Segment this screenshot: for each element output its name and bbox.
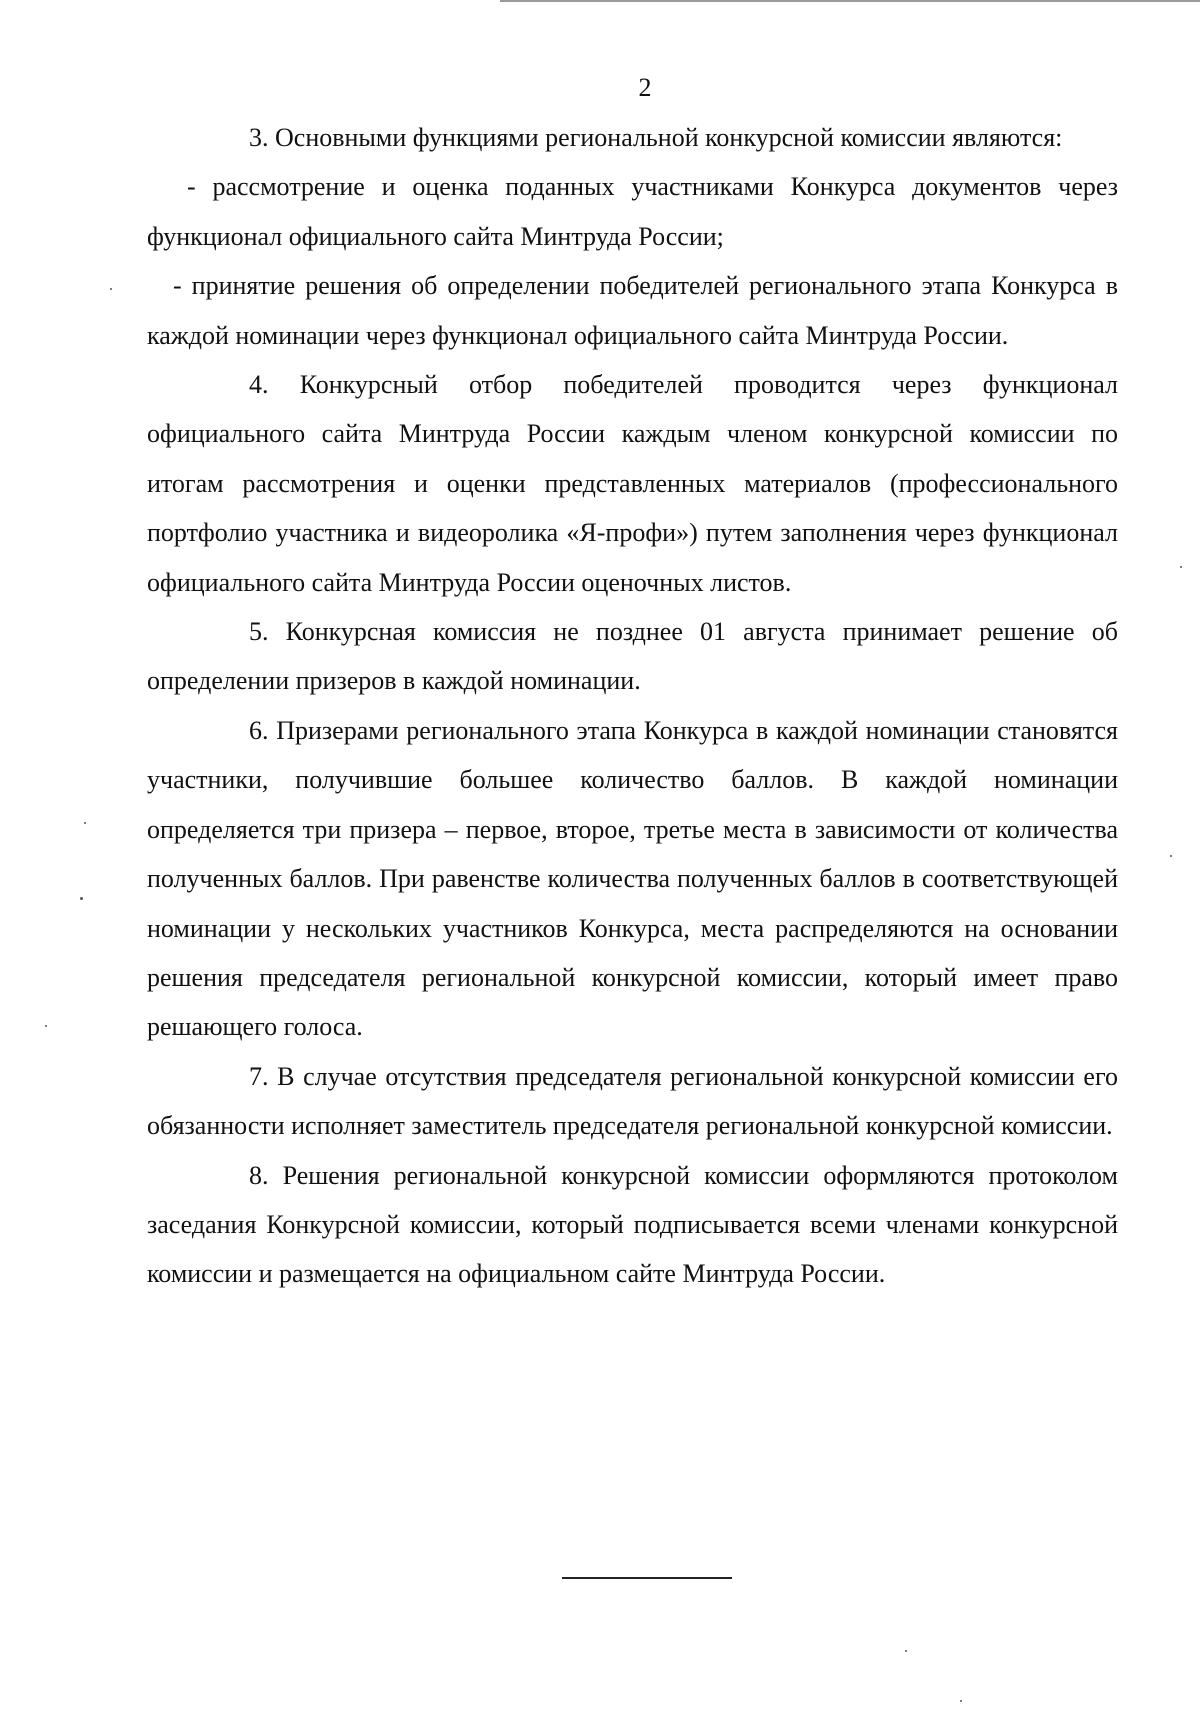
scan-speck (905, 1650, 907, 1652)
document-body (147, 113, 1118, 1299)
scan-speck (960, 1700, 962, 1702)
paragraph-7: 7. В случае отсутствия председателя региональной конкурсной комиссии его обязанности исполняет заместитель председателя региональной конкурсной комиссии. (147, 1061, 1118, 1141)
paragraph-5: 5. Конкурсная комиссия не позднее 01 августа принимает решение об определении призеров в каждой номинации. (147, 617, 1118, 696)
paragraph-3: 3. Основными функциями региональной конкурсной комиссии являются: (249, 123, 1063, 152)
top-edge-line (500, 0, 1200, 2)
scan-speck (80, 897, 83, 900)
paragraph-8: 8. Решения региональной конкурсной комиссии оформляются протоколом заседания Конкурсной комиссии, который подписывается всеми членами конкурсной комиссии и размещается на официальном сайте Минтруда России. (147, 1160, 1118, 1289)
end-of-text-rule (562, 1577, 732, 1579)
scan-speck (1170, 855, 1172, 857)
list-item-review: - рассмотрение и оценка поданных участниками Конкурса документов через функционал официального сайта Минтруда России; (147, 172, 1118, 251)
scan-speck (84, 822, 86, 824)
list-item-decision: - принятие решения об определении победителей регионального этапа Конкурса в каждой номинации через функционал официального сайта Минтруда России. (147, 271, 1118, 350)
paragraph-4: 4. Конкурсный отбор победителей проводится через функционал официального сайта Минтруда России каждым членом конкурсной комиссии по итогам рассмотрения и оценки представленных материалов (профессионального портфолио участника и видеоролика «Я-профи») путем заполнения через функционал официального сайта Минтруда России оценочных листов. (147, 370, 1118, 597)
scan-speck (45, 1025, 47, 1027)
scan-speck (1180, 566, 1182, 568)
scan-speck (110, 288, 112, 290)
page-number: 2 (638, 73, 652, 102)
paragraph-6: 6. Призерами регионального этапа Конкурса в каждой номинации становятся участники, получившие большее количество баллов. В каждой номинации определяется три призера – первое, второе, третье места в зависимости от количества полученных баллов. При равенстве количества полученных баллов в соответствующей номинации у нескольких участников Конкурса, места распределяются на основании решения председателя региональной конкурсной комиссии, который имеет право решающего голоса. (147, 715, 1118, 1042)
